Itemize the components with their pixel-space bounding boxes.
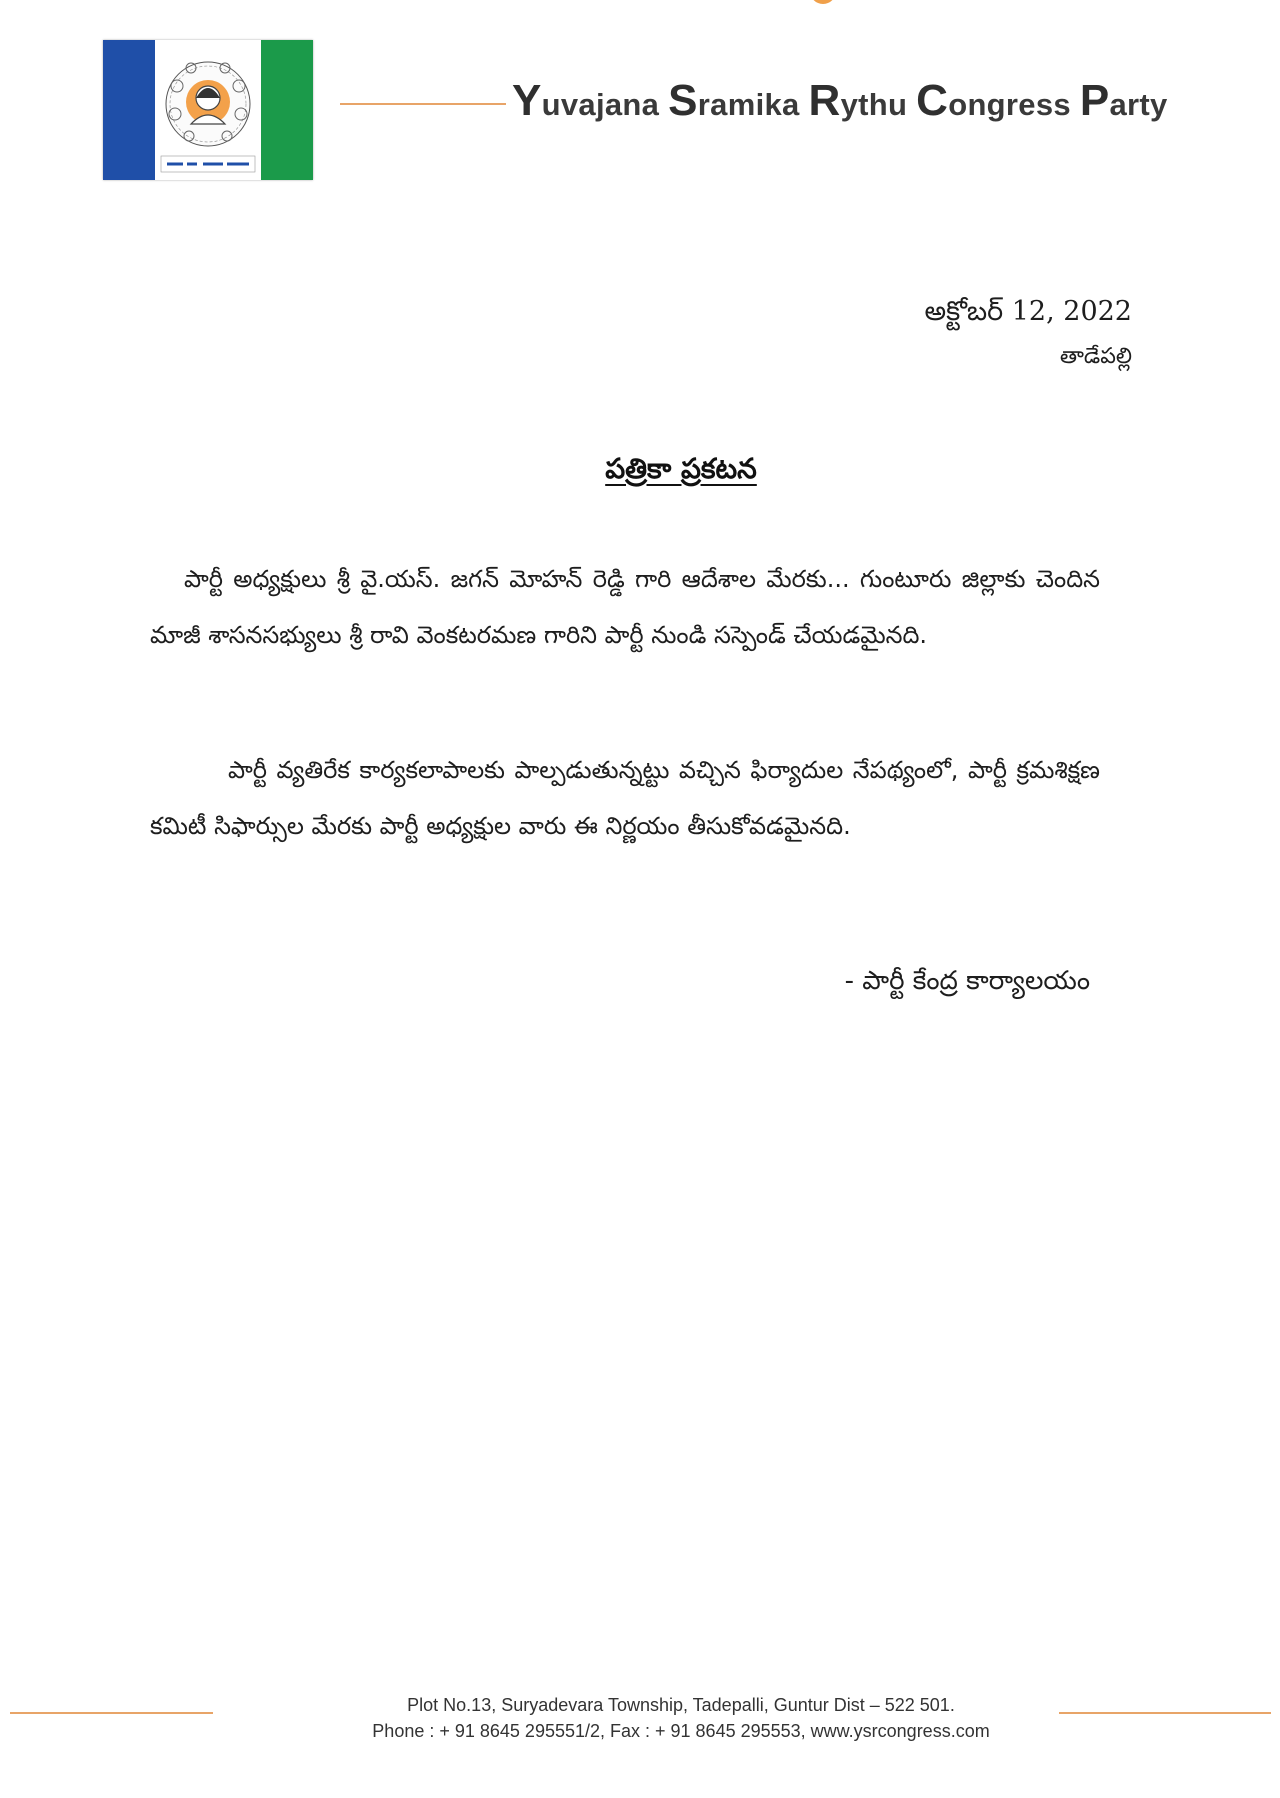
- flag-green-band: [261, 40, 313, 180]
- party-name-initial: C: [916, 76, 949, 125]
- footer-contact-line: Phone : + 91 8645 295551/2, Fax : + 91 8645 295553, www.ysrcongress.com: [372, 1721, 990, 1741]
- party-name-word: ramika: [697, 87, 800, 122]
- body-paragraph: పార్టీ అధ్యక్షులు శ్రీ వై.యస్. జగన్ మోహన్ రెడ్డి గారి ఆదేశాల మేరకు... గుంటూరు జిల్లాకు చెందిన మాజీ శాసనసభ్యులు శ్రీ రావి వెంకటరమణ గారిని పార్టీ నుండి సస్పెండ్ చేయడమైనది.: [150, 565, 1100, 649]
- flag-blue-band: [103, 40, 155, 180]
- party-name-word: arty: [1109, 87, 1168, 122]
- press-release-title: పత్రికా ప్రకటన: [605, 452, 757, 485]
- party-name-word: ythu: [840, 87, 908, 122]
- top-accent-mark: [810, 0, 836, 4]
- letter-place: తాడేపల్లి: [1059, 344, 1132, 369]
- party-name: [512, 76, 1168, 126]
- signoff: - పార్టీ కేంద్ర కార్యాలయం: [844, 966, 1090, 996]
- party-name-word: uvajana: [541, 87, 660, 122]
- letter-date: అక్టోబర్ 12, 2022: [924, 296, 1132, 327]
- body-paragraph: పార్టీ వ్యతిరేక కార్యకలాపాలకు పాల్పడుతున్నట్టు వచ్చిన ఫిర్యాదుల నేపథ్యంలో, పార్టీ క్రమశిక్షణ కమిటీ సిఫార్సుల మేరకు పార్టీ అధ్యక్షుల వారు ఈ నిర్ణయం తీసుకోవడమైనది.: [150, 756, 1100, 840]
- footer-address: [0, 1692, 1280, 1744]
- portrait-emblem-icon: [155, 40, 261, 180]
- party-name-initial: R: [808, 76, 841, 125]
- party-name-initial: S: [668, 76, 698, 125]
- party-name-initial: Y: [512, 76, 542, 125]
- party-flag-logo: [103, 40, 313, 180]
- footer-address-line: Plot No.13, Suryadevara Township, Tadepalli, Guntur Dist – 522 501.: [407, 1695, 955, 1715]
- party-name-word: ongress: [948, 87, 1071, 122]
- header-divider: [340, 103, 506, 105]
- flag-white-band: [155, 40, 261, 180]
- party-name-initial: P: [1079, 76, 1110, 125]
